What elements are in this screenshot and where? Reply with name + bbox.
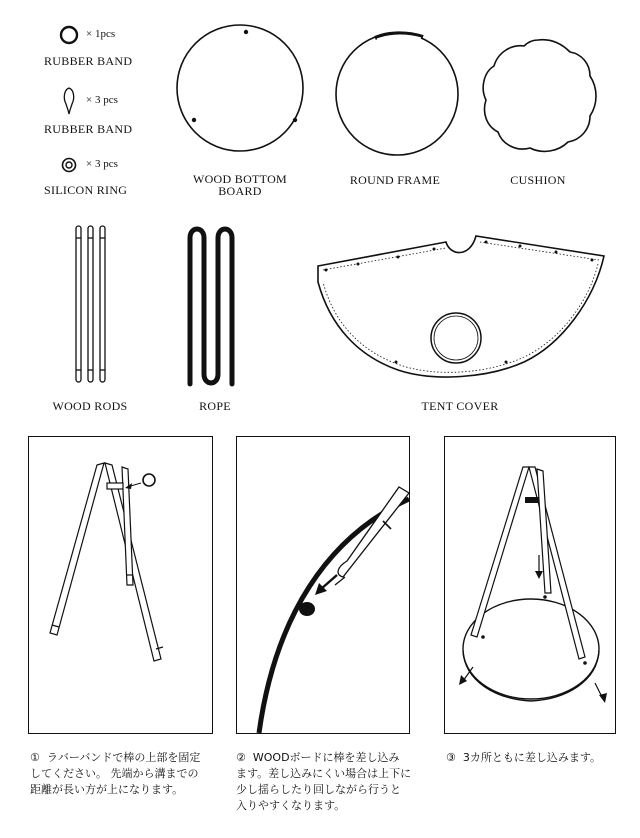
rubber-band-small-label: RUBBER BAND [44, 122, 133, 136]
wood-rods-icon [70, 224, 120, 386]
step-2-illustration [237, 437, 409, 733]
silicon-ring-qty: × 3 pcs [86, 158, 118, 170]
step-3-number: ③ [446, 751, 456, 764]
wood-bottom-board-part [170, 20, 310, 200]
step-1-text [30, 750, 226, 798]
step-3-line-1-text: 3カ所ともに差し込みます。 [462, 751, 601, 764]
round-frame-part [325, 20, 465, 195]
step-3-line-1 [446, 750, 626, 766]
step-2-line-3: 少し揺らしたり回しながら行うと [236, 783, 401, 796]
step-2-line-4: 入りやすくなります。 [236, 799, 346, 812]
step-1-illustration [29, 437, 212, 733]
step-1-panel [28, 436, 213, 734]
rubber-band-large-label: RUBBER BAND [44, 54, 133, 68]
wood-rods-part [40, 220, 150, 420]
cushion-part [468, 20, 608, 195]
step-1-line-2: してください。 先端から溝までの [30, 767, 199, 780]
wood-rods-label: WOOD RODS [52, 399, 128, 413]
silicon-ring-label: SILICON RING [44, 183, 128, 197]
tent-cover-part [310, 222, 610, 420]
step-1-line-1-text: ラバーバンドで棒の上部を固定 [46, 751, 201, 764]
step-3-text [446, 750, 626, 766]
step-2-text [236, 750, 432, 814]
step-3-illustration [445, 437, 615, 733]
silicon-ring-part [40, 156, 170, 202]
round-frame-label: ROUND FRAME [349, 173, 441, 187]
rope-part [170, 220, 260, 420]
rubber-band-small-part [40, 86, 170, 136]
step-1-band-icon [143, 474, 155, 486]
rubber-band-large-qty: × 1pcs [86, 28, 116, 40]
rubber-band-large-part [40, 22, 170, 72]
step-1-line-1 [30, 750, 226, 766]
cushion-label: CUSHION [510, 173, 566, 187]
tent-cover-label: TENT COVER [421, 399, 499, 413]
rope-label: ROPE [199, 399, 231, 413]
step-1-number: ① [30, 751, 40, 764]
step-1-line-3: 距離が長い方が上になります。 [30, 783, 184, 796]
step-2-line-1-text: WOODボードに棒を差し込み [252, 751, 400, 764]
rubber-band-large-icon [58, 24, 80, 46]
tent-cover-icon [310, 222, 610, 387]
silicon-ring-icon [60, 156, 78, 174]
rubber-band-small-icon [60, 86, 78, 116]
step-2-line-1 [236, 750, 432, 766]
step-2-panel [236, 436, 410, 734]
wood-bottom-board-icon [174, 22, 306, 154]
rope-icon [182, 224, 242, 390]
wood-bottom-board-label-line2: BOARD [218, 184, 262, 198]
rubber-band-small-qty: × 3 pcs [86, 94, 118, 106]
round-frame-icon [331, 26, 463, 158]
wood-bottom-board-label [170, 173, 310, 197]
cushion-icon [476, 34, 600, 158]
wood-bottom-board-label-line1: WOOD BOTTOM [192, 172, 288, 186]
step-2-line-2: ます。差し込みにくい場合は上下に [236, 767, 412, 780]
step-3-panel [444, 436, 616, 734]
step-2-number: ② [236, 751, 246, 764]
